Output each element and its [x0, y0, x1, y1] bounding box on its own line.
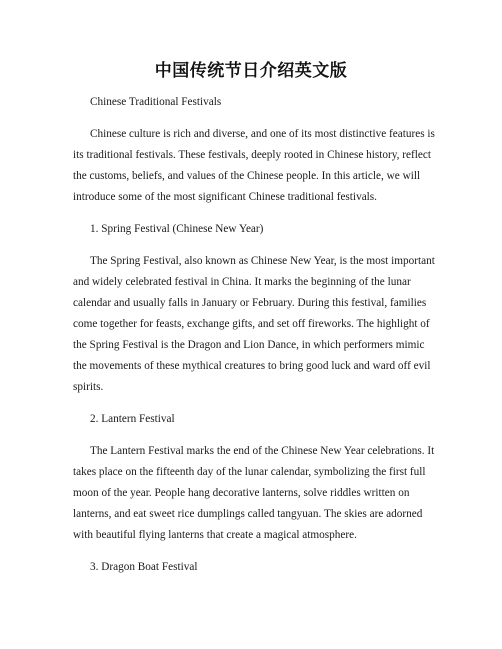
paragraph-heading: Chinese Traditional Festivals: [90, 96, 222, 108]
document-title: 中国传统节日介绍英文版: [154, 61, 348, 81]
paragraph-intro: Chinese culture is rich and diverse, and one of its most distinctive features is its traditional festivals. These festivals, deeply rooted in Chinese history, reflect the customs, beliefs, and values of the Chinese people. In this article, we will introduce some of the most significant Chinese traditional festivals.: [73, 128, 435, 203]
section-heading-dragon-boat-festival: 3. Dragon Boat Festival: [90, 561, 198, 573]
paragraph-spring-festival: The Spring Festival, also known as Chinese New Year, is the most important and widely celebrated festival in China. It marks the beginning of the lunar calendar and usually falls in January or February. During this festival, families come together for feasts, exchange gifts, and set off fireworks. The highlight of the Spring Festival is the Dragon and Lion Dance, in which performers mimic the movements of these mythical creatures to bring good luck and ward off evil spirits.: [73, 255, 435, 393]
section-heading-lantern-festival: 2. Lantern Festival: [90, 413, 175, 425]
section-heading-spring-festival: 1. Spring Festival (Chinese New Year): [90, 223, 264, 235]
paragraph-lantern-festival: The Lantern Festival marks the end of the Chinese New Year celebrations. It takes place on the fifteenth day of the lunar calendar, symbolizing the first full moon of the year. People hang decorative lanterns, solve riddles written on lanterns, and eat sweet rice dumplings called tangyuan. The skies are adorned with beautiful flying lanterns that create a magical atmosphere.: [73, 445, 435, 541]
document-body: [73, 92, 435, 589]
